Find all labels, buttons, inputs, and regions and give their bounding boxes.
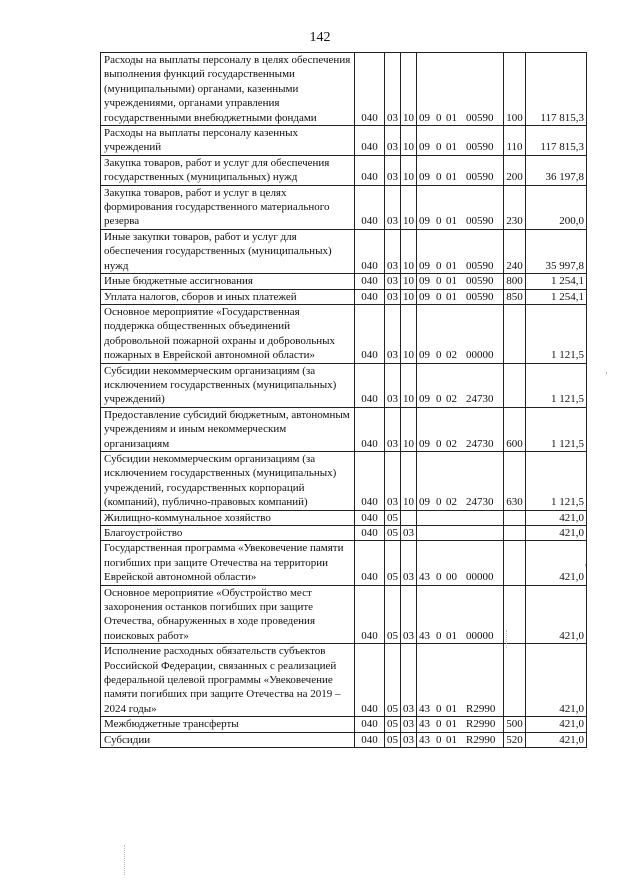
section-code-cell: 03 [385, 126, 401, 156]
target-article-part: 01 [446, 275, 457, 288]
expense-name-cell: Иные бюджетные ассигнования [101, 274, 355, 289]
target-article-part: 01 [446, 215, 457, 228]
subsection-code-cell: 10 [401, 53, 417, 126]
expense-type-cell: 240 [504, 229, 526, 273]
target-article-part: 09 [419, 111, 430, 124]
target-article-part: 01 [446, 141, 457, 154]
subsection-code-cell: 10 [401, 155, 417, 185]
amount-cell: 36 197,8 [526, 155, 587, 185]
target-article-part: 02 [446, 437, 457, 450]
expense-name-cell: Закупка товаров, работ и услуг в целях формирования государственного материального резерва [101, 185, 355, 229]
expense-type-cell [504, 644, 526, 717]
department-code-cell: 040 [355, 510, 385, 525]
section-code-cell: 05 [385, 585, 401, 644]
section-code-cell: 05 [385, 526, 401, 541]
target-article-part: 0 [436, 275, 442, 288]
department-code-cell: 040 [355, 274, 385, 289]
section-code-cell: 03 [385, 451, 401, 510]
expense-type-cell: 110 [504, 126, 526, 156]
table-row [101, 53, 587, 126]
expense-name-cell: Иные закупки товаров, работ и услуг для обеспечения государственных (муниципальных) нужд [101, 229, 355, 273]
subsection-code-cell: 03 [401, 526, 417, 541]
target-article-part: 43 [419, 702, 430, 715]
expense-type-cell: 600 [504, 407, 526, 451]
target-article-part: 0 [436, 437, 442, 450]
expense-type-cell: 500 [504, 717, 526, 732]
target-article-part: 00590 [466, 290, 494, 303]
expense-name-cell: Исполнение расходных обязательств субъектов Российской Федерации, связанных с реализацией федеральной целевой программы «Увековечение памяти погибших при защите Отечества на 2019 – 2024 годы» [101, 644, 355, 717]
target-article-cell [417, 407, 504, 451]
amount-cell: 117 815,3 [526, 126, 587, 156]
subsection-code-cell: 03 [401, 585, 417, 644]
table-row [101, 229, 587, 273]
section-code-cell: 05 [385, 510, 401, 525]
expense-name-cell: Субсидии некоммерческим организациям (за исключением государственных (муниципальных) учреждений, государственных корпораций (компаний), публично-правовых компаний) [101, 451, 355, 510]
amount-cell: 117 815,3 [526, 53, 587, 126]
target-article-cell [417, 155, 504, 185]
subsection-code-cell: 03 [401, 541, 417, 585]
table-row [101, 585, 587, 644]
department-code-cell: 040 [355, 732, 385, 747]
expense-name-cell: Уплата налогов, сборов и иных платежей [101, 289, 355, 304]
table-row [101, 732, 587, 747]
target-article-part: 09 [419, 275, 430, 288]
department-code-cell: 040 [355, 363, 385, 407]
section-code-cell: 03 [385, 363, 401, 407]
target-article-cell [417, 526, 504, 541]
expense-type-cell: 230 [504, 185, 526, 229]
expense-name-cell: Расходы на выплаты персоналу в целях обеспечения выполнения функций государственными (муниципальными) органами, казенными учреждениями, органами управления государственными внебюджетными фондами [101, 53, 355, 126]
target-article-part: 09 [419, 437, 430, 450]
target-article-part: 43 [419, 733, 430, 746]
target-article-part: 0 [436, 393, 442, 406]
target-article-part: 00590 [466, 141, 494, 154]
target-article-part: 09 [419, 141, 430, 154]
expense-name-cell: Жилищно-коммунальное хозяйство [101, 510, 355, 525]
subsection-code-cell: 03 [401, 644, 417, 717]
scan-mark [124, 845, 125, 875]
target-article-part: R2990 [466, 718, 496, 731]
target-article-part: 0 [436, 629, 442, 642]
target-article-part: 02 [446, 393, 457, 406]
subsection-code-cell: 10 [401, 407, 417, 451]
target-article-cell [417, 541, 504, 585]
table-row [101, 526, 587, 541]
subsection-code-cell: 10 [401, 289, 417, 304]
section-code-cell: 03 [385, 407, 401, 451]
target-article-part: 0 [436, 141, 442, 154]
expense-name-cell: Закупка товаров, работ и услуг для обеспечения государственных (муниципальных) нужд [101, 155, 355, 185]
target-article-cell [417, 289, 504, 304]
target-article-part: 00 [446, 571, 457, 584]
amount-cell: 421,0 [526, 644, 587, 717]
target-article-part: 09 [419, 290, 430, 303]
target-article-part: 09 [419, 393, 430, 406]
amount-cell: 1 121,5 [526, 363, 587, 407]
target-article-part: 0 [436, 171, 442, 184]
target-article-part: R2990 [466, 702, 496, 715]
subsection-code-cell: 10 [401, 274, 417, 289]
target-article-part: 00590 [466, 171, 494, 184]
expense-type-cell: 850 [504, 289, 526, 304]
department-code-cell: 040 [355, 53, 385, 126]
subsection-code-cell [401, 510, 417, 525]
department-code-cell: 040 [355, 717, 385, 732]
amount-cell: 421,0 [526, 717, 587, 732]
department-code-cell: 040 [355, 451, 385, 510]
target-article-cell [417, 510, 504, 525]
target-article-part: 00000 [466, 349, 494, 362]
target-article-cell [417, 585, 504, 644]
subsection-code-cell: 03 [401, 732, 417, 747]
table-row [101, 541, 587, 585]
amount-cell: 35 997,8 [526, 229, 587, 273]
section-code-cell: 03 [385, 304, 401, 363]
target-article-part: 0 [436, 215, 442, 228]
section-code-cell: 03 [385, 289, 401, 304]
table-row [101, 289, 587, 304]
amount-cell: 1 254,1 [526, 289, 587, 304]
target-article-cell [417, 126, 504, 156]
target-article-part: 24730 [466, 437, 494, 450]
subsection-code-cell: 10 [401, 185, 417, 229]
subsection-code-cell: 10 [401, 304, 417, 363]
expense-type-cell [504, 304, 526, 363]
expense-name-cell: Основное мероприятие «Обустройство мест захоронения останков погибших при защите Отечества, обнаруженных в ходе проведения поисковых работ» [101, 585, 355, 644]
expense-type-cell [504, 363, 526, 407]
section-code-cell: 03 [385, 185, 401, 229]
target-article-part: 43 [419, 629, 430, 642]
target-article-cell [417, 185, 504, 229]
target-article-part: 01 [446, 718, 457, 731]
target-article-part: 43 [419, 571, 430, 584]
target-article-part: 43 [419, 718, 430, 731]
target-article-cell [417, 451, 504, 510]
amount-cell: 1 121,5 [526, 304, 587, 363]
table-row [101, 126, 587, 156]
target-article-part: R2990 [466, 733, 496, 746]
expense-type-cell: 800 [504, 274, 526, 289]
target-article-part: 24730 [466, 393, 494, 406]
subsection-code-cell: 10 [401, 126, 417, 156]
subsection-code-cell: 03 [401, 717, 417, 732]
target-article-part: 0 [436, 718, 442, 731]
expense-name-cell: Основное мероприятие «Государственная поддержка общественных объединений добровольной пожарной охраны и добровольных пожарных в Еврейской автономной области» [101, 304, 355, 363]
target-article-part: 02 [446, 349, 457, 362]
expense-name-cell: Межбюджетные трансферты [101, 717, 355, 732]
department-code-cell: 040 [355, 526, 385, 541]
section-code-cell: 03 [385, 155, 401, 185]
department-code-cell: 040 [355, 126, 385, 156]
target-article-part: 01 [446, 702, 457, 715]
target-article-part: 0 [436, 702, 442, 715]
target-article-part: 01 [446, 290, 457, 303]
expense-name-cell: Расходы на выплаты персоналу казенных учреждений [101, 126, 355, 156]
target-article-part: 09 [419, 259, 430, 272]
amount-cell: 1 121,5 [526, 407, 587, 451]
expense-name-cell: Благоустройство [101, 526, 355, 541]
table-row [101, 717, 587, 732]
target-article-cell [417, 644, 504, 717]
department-code-cell: 040 [355, 289, 385, 304]
target-article-part: 24730 [466, 496, 494, 509]
amount-cell: 200,0 [526, 185, 587, 229]
target-article-part: 0 [436, 496, 442, 509]
target-article-part: 09 [419, 349, 430, 362]
target-article-part: 02 [446, 496, 457, 509]
section-code-cell: 03 [385, 53, 401, 126]
target-article-part: 01 [446, 629, 457, 642]
expense-type-cell: 100 [504, 53, 526, 126]
target-article-part: 0 [436, 349, 442, 362]
subsection-code-cell: 10 [401, 229, 417, 273]
department-code-cell: 040 [355, 185, 385, 229]
target-article-part: 09 [419, 215, 430, 228]
expense-type-cell: 520 [504, 732, 526, 747]
table-row [101, 155, 587, 185]
expense-type-cell [504, 541, 526, 585]
amount-cell: 421,0 [526, 510, 587, 525]
department-code-cell: 040 [355, 155, 385, 185]
table-row [101, 185, 587, 229]
target-article-part: 01 [446, 171, 457, 184]
amount-cell: 1 121,5 [526, 451, 587, 510]
target-article-part: 00590 [466, 215, 494, 228]
expense-type-cell: 630 [504, 451, 526, 510]
table-row [101, 363, 587, 407]
section-code-cell: 05 [385, 717, 401, 732]
table-row [101, 510, 587, 525]
section-code-cell: 05 [385, 541, 401, 585]
target-article-cell [417, 274, 504, 289]
target-article-part: 00590 [466, 275, 494, 288]
table-row [101, 304, 587, 363]
target-article-part: 0 [436, 571, 442, 584]
department-code-cell: 040 [355, 585, 385, 644]
target-article-part: 0 [436, 290, 442, 303]
budget-table [100, 52, 587, 748]
target-article-part: 0 [436, 259, 442, 272]
table-row [101, 407, 587, 451]
department-code-cell: 040 [355, 229, 385, 273]
amount-cell: 421,0 [526, 541, 587, 585]
scan-mark: · [584, 560, 587, 570]
expense-type-cell [504, 526, 526, 541]
scan-mark [506, 630, 507, 648]
expense-name-cell: Субсидии [101, 732, 355, 747]
target-article-part: 01 [446, 733, 457, 746]
table-row [101, 644, 587, 717]
section-code-cell: 03 [385, 229, 401, 273]
target-article-part: 09 [419, 496, 430, 509]
table-row [101, 451, 587, 510]
target-article-part: 00590 [466, 111, 494, 124]
target-article-cell [417, 717, 504, 732]
section-code-cell: 05 [385, 644, 401, 717]
target-article-part: 01 [446, 111, 457, 124]
amount-cell: 421,0 [526, 732, 587, 747]
page-number: 142 [309, 30, 331, 45]
amount-cell: 421,0 [526, 526, 587, 541]
target-article-part: 09 [419, 171, 430, 184]
target-article-cell [417, 53, 504, 126]
expense-name-cell: Государственная программа «Увековечение памяти погибших при защите Отечества на территории Еврейской автономной области» [101, 541, 355, 585]
expense-type-cell: 200 [504, 155, 526, 185]
target-article-cell [417, 732, 504, 747]
section-code-cell: 03 [385, 274, 401, 289]
target-article-part: 0 [436, 733, 442, 746]
target-article-part: 01 [446, 259, 457, 272]
expense-name-cell: Предоставление субсидий бюджетным, автономным учреждениям и иным некоммерческим организациям [101, 407, 355, 451]
section-code-cell: 05 [385, 732, 401, 747]
department-code-cell: 040 [355, 541, 385, 585]
target-article-cell [417, 363, 504, 407]
table-row [101, 274, 587, 289]
amount-cell: 421,0 [526, 585, 587, 644]
target-article-cell [417, 304, 504, 363]
department-code-cell: 040 [355, 304, 385, 363]
target-article-part: 0 [436, 111, 442, 124]
department-code-cell: 040 [355, 644, 385, 717]
target-article-part: 00000 [466, 571, 494, 584]
target-article-part: 00000 [466, 629, 494, 642]
subsection-code-cell: 10 [401, 451, 417, 510]
target-article-cell [417, 229, 504, 273]
target-article-part: 00590 [466, 259, 494, 272]
amount-cell: 1 254,1 [526, 274, 587, 289]
scan-mark: · [605, 368, 608, 378]
department-code-cell: 040 [355, 407, 385, 451]
expense-type-cell [504, 510, 526, 525]
expense-name-cell: Субсидии некоммерческим организациям (за исключением государственных (муниципальных) учреждений) [101, 363, 355, 407]
subsection-code-cell: 10 [401, 363, 417, 407]
